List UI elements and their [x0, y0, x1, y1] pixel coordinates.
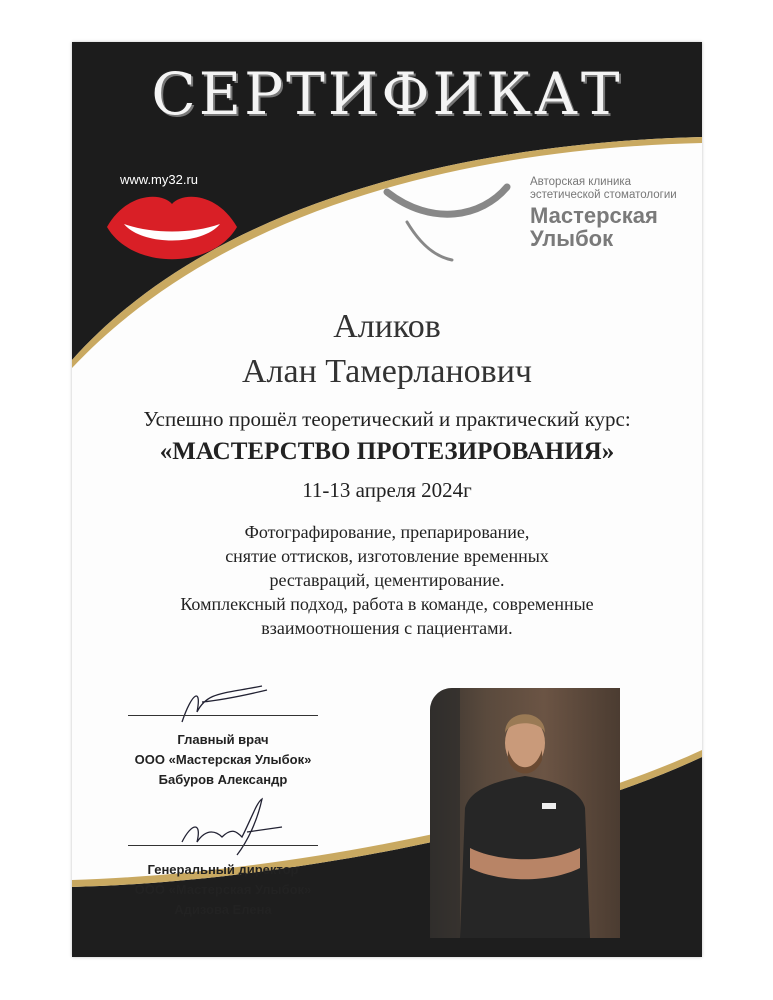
description-line: снятие оттисков, изготовление временных — [225, 546, 549, 566]
person-photo-icon — [430, 688, 620, 938]
clinic-tagline — [530, 176, 677, 202]
course-intro: Успешно прошёл теоретический и практический курс: — [143, 407, 631, 431]
description-line: Фотографирование, препарирование, — [244, 522, 530, 542]
description-line: реставраций, цементирование. — [269, 570, 505, 590]
recipient-surname: Аликов — [333, 308, 441, 345]
certificate-page — [72, 42, 702, 957]
description-line: Комплексный подход, работа в команде, современные — [180, 594, 594, 614]
clinic-name-line: Мастерская — [530, 203, 658, 228]
course-dates: 11-13 апреля 2024г — [302, 478, 472, 502]
certificate-title: СЕРТИФИКАТ — [151, 60, 623, 128]
smile-logo-icon — [387, 187, 507, 260]
signature-1 — [172, 682, 272, 727]
signature-2 — [177, 797, 287, 857]
signatory-organization: ООО «Мастерская Улыбок» — [134, 882, 312, 897]
clinic-name — [530, 204, 658, 250]
course-description — [72, 520, 702, 640]
signatory-name: Бабуров Александр — [158, 772, 288, 787]
signatory-position: Главный врач — [177, 732, 269, 747]
signatory-1 — [108, 730, 338, 790]
signatory-position: Генеральный директор — [147, 862, 299, 877]
signatory-2 — [108, 860, 338, 920]
signatory-name: Адизова Елена — [174, 902, 272, 917]
tagline-line: Авторская клиника — [530, 176, 632, 188]
tagline-line: эстетической стоматологии — [530, 189, 677, 201]
description-line: взаимоотношения с пациентами. — [261, 618, 513, 638]
clinic-name-line: Улыбок — [530, 226, 614, 251]
signature-line — [128, 715, 318, 716]
website-url: www.my32.ru — [120, 172, 199, 187]
signature-line — [128, 845, 318, 846]
recipient-given-names: Алан Тамерланович — [241, 353, 533, 390]
recipient-photo — [430, 688, 620, 938]
signatory-organization: ООО «Мастерская Улыбок» — [134, 752, 312, 767]
course-title: «МАСТЕРСТВО ПРОТЕЗИРОВАНИЯ» — [159, 438, 615, 465]
